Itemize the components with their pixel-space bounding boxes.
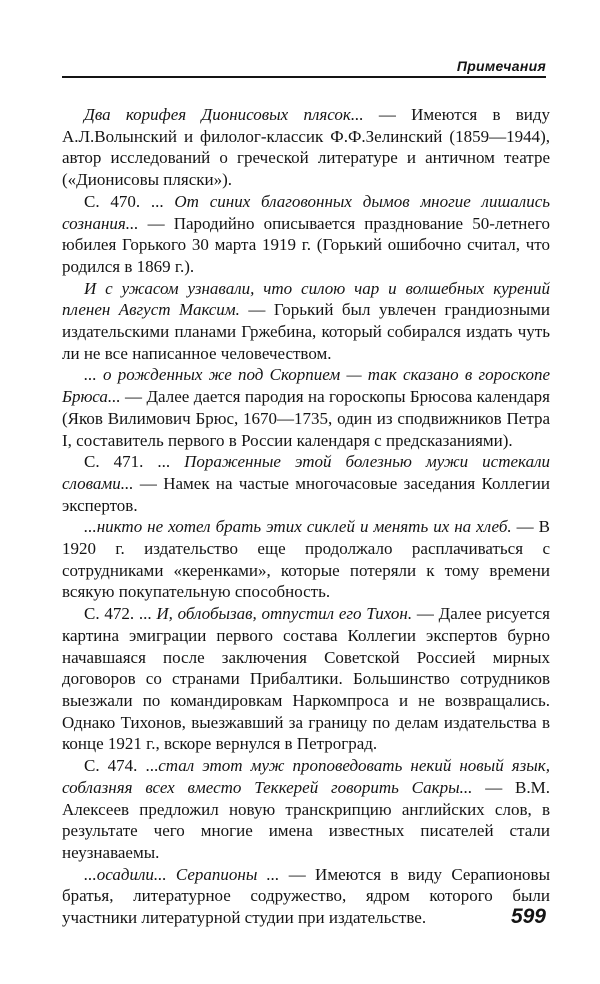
note-comment: — Намек на частые многочасовые заседания Коллегии экспертов. xyxy=(62,473,550,515)
note-comment: — Имеются в виду А.Л.Волынский и филолог-классик Ф.Ф.Зелинский (1859—1944), автор исследований о греческой литературе и античном театре («Дионисовы пляски»). xyxy=(62,105,551,190)
note-paragraph-3 xyxy=(62,278,550,365)
note-paragraph-4 xyxy=(62,364,550,451)
note-comment: — Пародийно описывается празднование 50-летнего юбилея Горького 30 марта 1919 г. (Горький ошибочно считал, что родился в 1869 г.). xyxy=(62,213,550,276)
section-title: Примечания xyxy=(456,58,546,74)
notes-body xyxy=(62,104,550,929)
page-number: 599 xyxy=(510,905,546,928)
note-quote: Пораженные этой болезнью мужи истекали словами... xyxy=(62,452,550,493)
note-quote: И, облобызав, отпустил его Тихон. xyxy=(156,604,413,624)
note-quote: ...никто не хотел брать этих сиклей и менять их на хлеб. xyxy=(84,517,512,537)
note-paragraph-5 xyxy=(62,451,550,516)
note-quote: ...осадили... Серапионы ... xyxy=(84,864,280,884)
note-paragraph-7 xyxy=(62,603,550,755)
note-paragraph-6 xyxy=(62,516,550,603)
note-paragraph-1 xyxy=(62,104,550,191)
note-quote: Два корифея Дионисовых плясок... xyxy=(84,105,364,124)
note-comment: — Горький был увлечен грандиозными издательскими планами Гржебина, который собирался издать чуть ли не все написанное человечеством. xyxy=(62,300,550,363)
note-quote: От синих благовонных дымов многие лишались сознания... xyxy=(62,191,550,233)
note-quote: стал этот муж проповедовать некий новый язык, соблазняя всех вместо Теккерей говорить Сакры... xyxy=(62,756,551,797)
note-comment: — В.М. Алексеев предложил новую транскрипцию английских слов, в результате чего многие имена известных писателей стали неузнаваемы. xyxy=(62,777,550,862)
note-paragraph-9 xyxy=(62,864,550,929)
note-comment: — Далее дается пародия на гороскопы Брюсова календаря (Яков Вилимович Брюс, 1670—1735, один из сподвижников Петра I, составитель первого в России календаря с предсказаниями). xyxy=(62,387,550,450)
note-prefix: С. 472. ... xyxy=(84,604,157,624)
note-quote: ... о рожденных же под Скорпием — так сказано в гороскопе Брюса... xyxy=(62,365,550,407)
note-comment: — Имеются в виду Серапионовы братья, литературное содружество, ядром которого были участники литературной студии при издательстве. xyxy=(62,864,550,928)
note-paragraph-2 xyxy=(62,191,550,278)
note-quote: И с ужасом узнавали, что силою чар и волшебных курений пленен Август Максим. xyxy=(62,278,550,320)
running-header xyxy=(62,58,546,78)
note-prefix: С. 471. ... xyxy=(84,452,185,472)
note-prefix: С. 470. ... xyxy=(84,191,175,211)
note-comment: — В 1920 г. издательство еще продолжало расплачиваться с сотрудниками «керенками», которые потеряли к тому времени всякую покупательную способность. xyxy=(62,517,551,602)
note-comment: — Далее рисуется картина эмиграции первого состава Коллегии экспертов бурно начавшаяся после заключения Советской Россией мирных договоров со странами Прибалтики. Большинство сотрудников выезжали по командировкам Наркомпроса и не возвращались. Однако Тихонов, выезжавший за границу по делам издательства в конце 1921 г., вскоре вернулся в Петроград. xyxy=(62,604,550,754)
note-paragraph-8 xyxy=(62,755,550,864)
note-prefix: С. 474. ... xyxy=(84,756,159,776)
